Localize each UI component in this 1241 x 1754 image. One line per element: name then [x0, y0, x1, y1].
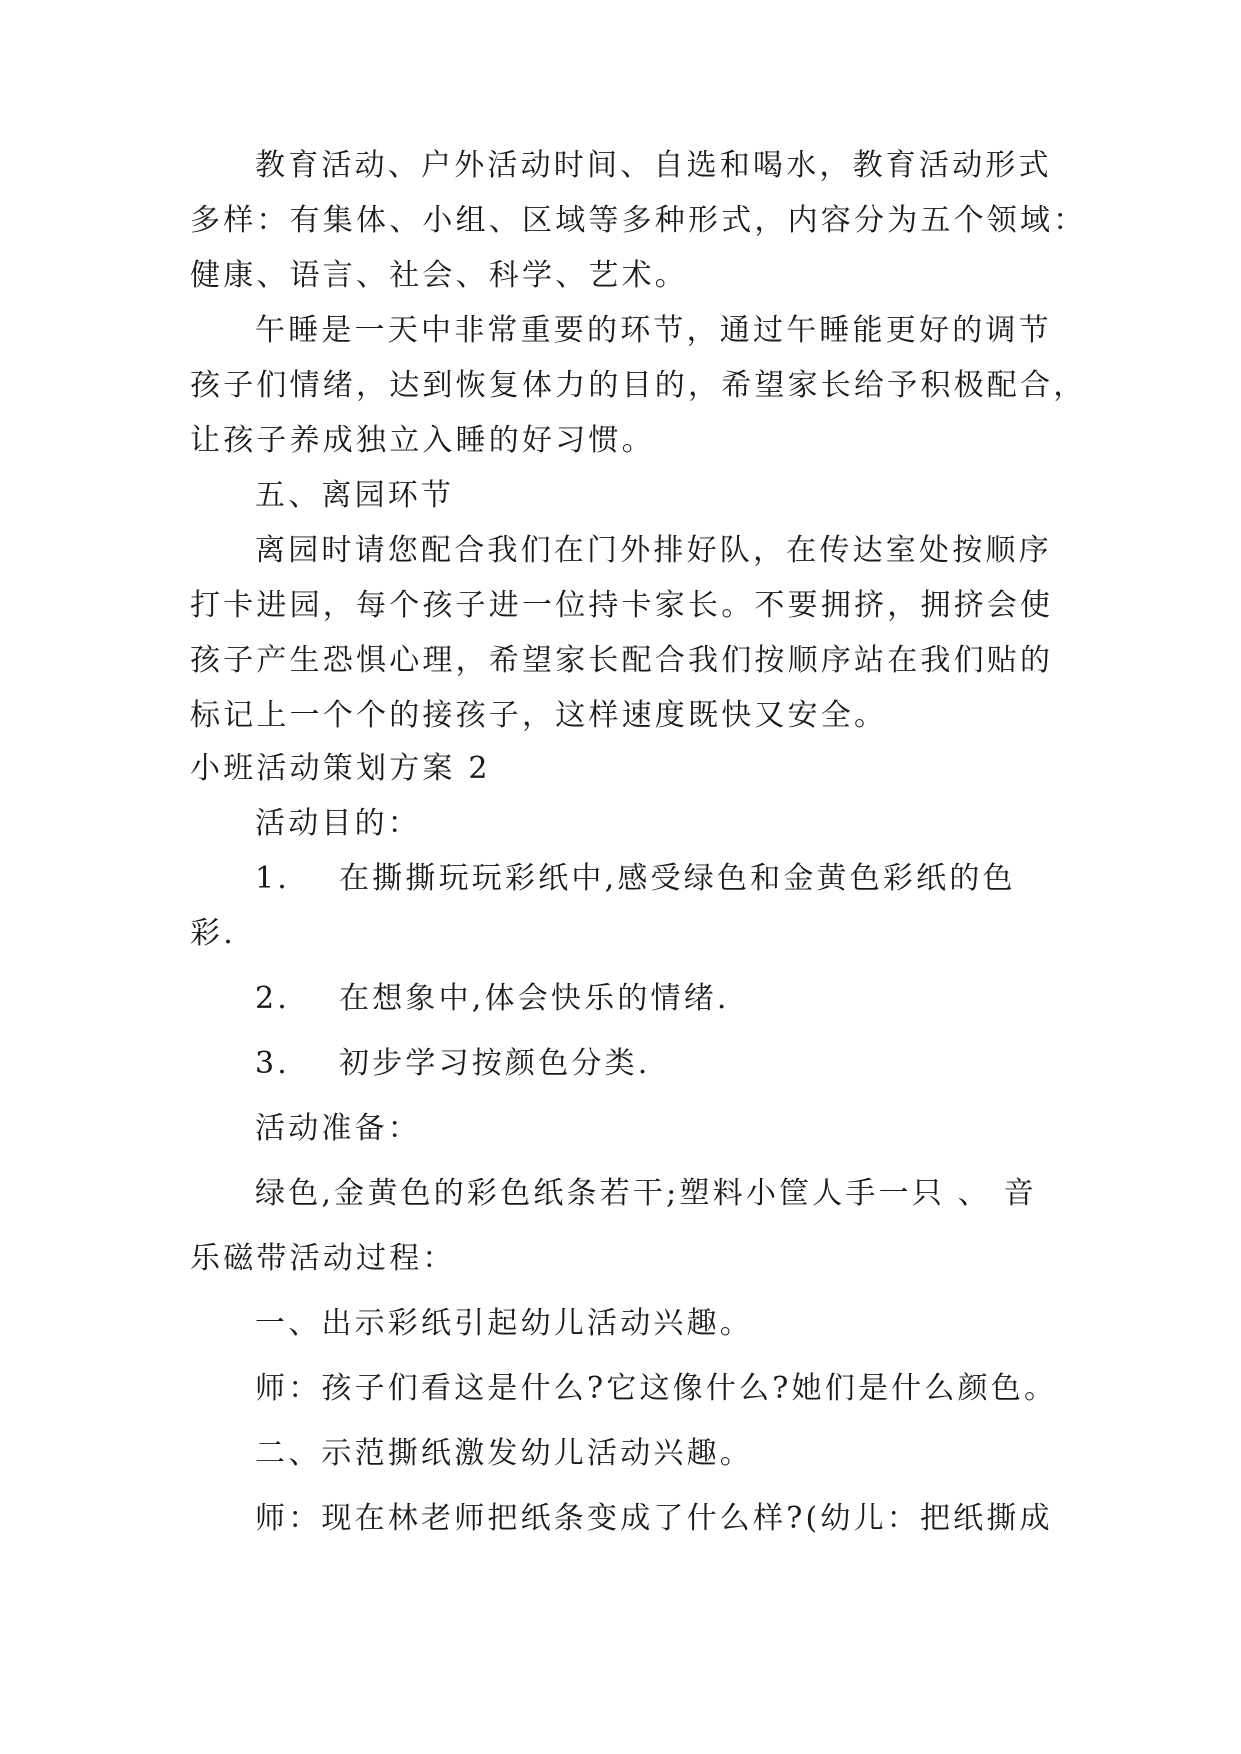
objective-number: 3. [255, 1046, 291, 1081]
objectives-label: 活动目的： [255, 806, 421, 841]
paragraph-line: 让孩子养成独立入睡的好习惯。 [190, 423, 655, 458]
paragraph-line: 孩子们情绪，达到恢复体力的目的，希望家长给予积极配合， [190, 368, 1087, 403]
objective-item [255, 1044, 651, 1084]
section-heading: 五、离园环节 [255, 478, 455, 513]
objective-text: 在想象中,体会快乐的情绪. [339, 981, 730, 1016]
paragraph-line: 健康、语言、社会、科学、艺术。 [190, 258, 688, 293]
paragraph-line: 孩子产生恐惧心理，希望家长配合我们按顺序站在我们贴的 [190, 643, 1054, 678]
objective-number: 2. [255, 981, 291, 1016]
prep-line: 乐磁带活动过程： [190, 1241, 456, 1276]
prep-line: 绿色,金黄色的彩色纸条若干;塑料小筐人手一只 、 音 [255, 1176, 1037, 1211]
step-line: 师：孩子们看这是什么?它这像什么?她们是什么颜色。 [255, 1371, 1058, 1406]
paragraph-line: 离园时请您配合我们在门外排好队，在传达室处按顺序 [255, 533, 1052, 568]
step-line: 师：现在林老师把纸条变成了什么样?(幼儿：把纸撕成 [255, 1501, 1053, 1536]
objective-continuation: 彩. [190, 916, 236, 951]
plan-title: 小班活动策划方案 2 [190, 751, 491, 786]
objective-text: 在撕撕玩玩彩纸中,感受绿色和金黄色彩纸的色 [339, 861, 1016, 896]
paragraph-line: 午睡是一天中非常重要的环节，通过午睡能更好的调节 [255, 313, 1052, 348]
paragraph-line: 打卡进园，每个孩子进一位持卡家长。不要拥挤，拥挤会使 [190, 588, 1054, 623]
prep-label: 活动准备： [255, 1111, 421, 1146]
objective-item [255, 859, 1016, 899]
paragraph-line: 教育活动、户外活动时间、自选和喝水，教育活动形式 [255, 148, 1052, 183]
step-line: 一、出示彩纸引起幼儿活动兴趣。 [255, 1306, 753, 1341]
objective-item [255, 979, 730, 1019]
objective-text: 初步学习按颜色分类. [339, 1046, 651, 1081]
paragraph-line: 标记上一个个的接孩子，这样速度既快又安全。 [190, 698, 888, 733]
objective-number: 1. [255, 861, 291, 896]
step-line: 二、示范撕纸激发幼儿活动兴趣。 [255, 1436, 753, 1471]
paragraph-line: 多样：有集体、小组、区域等多种形式，内容分为五个领域： [190, 203, 1087, 238]
